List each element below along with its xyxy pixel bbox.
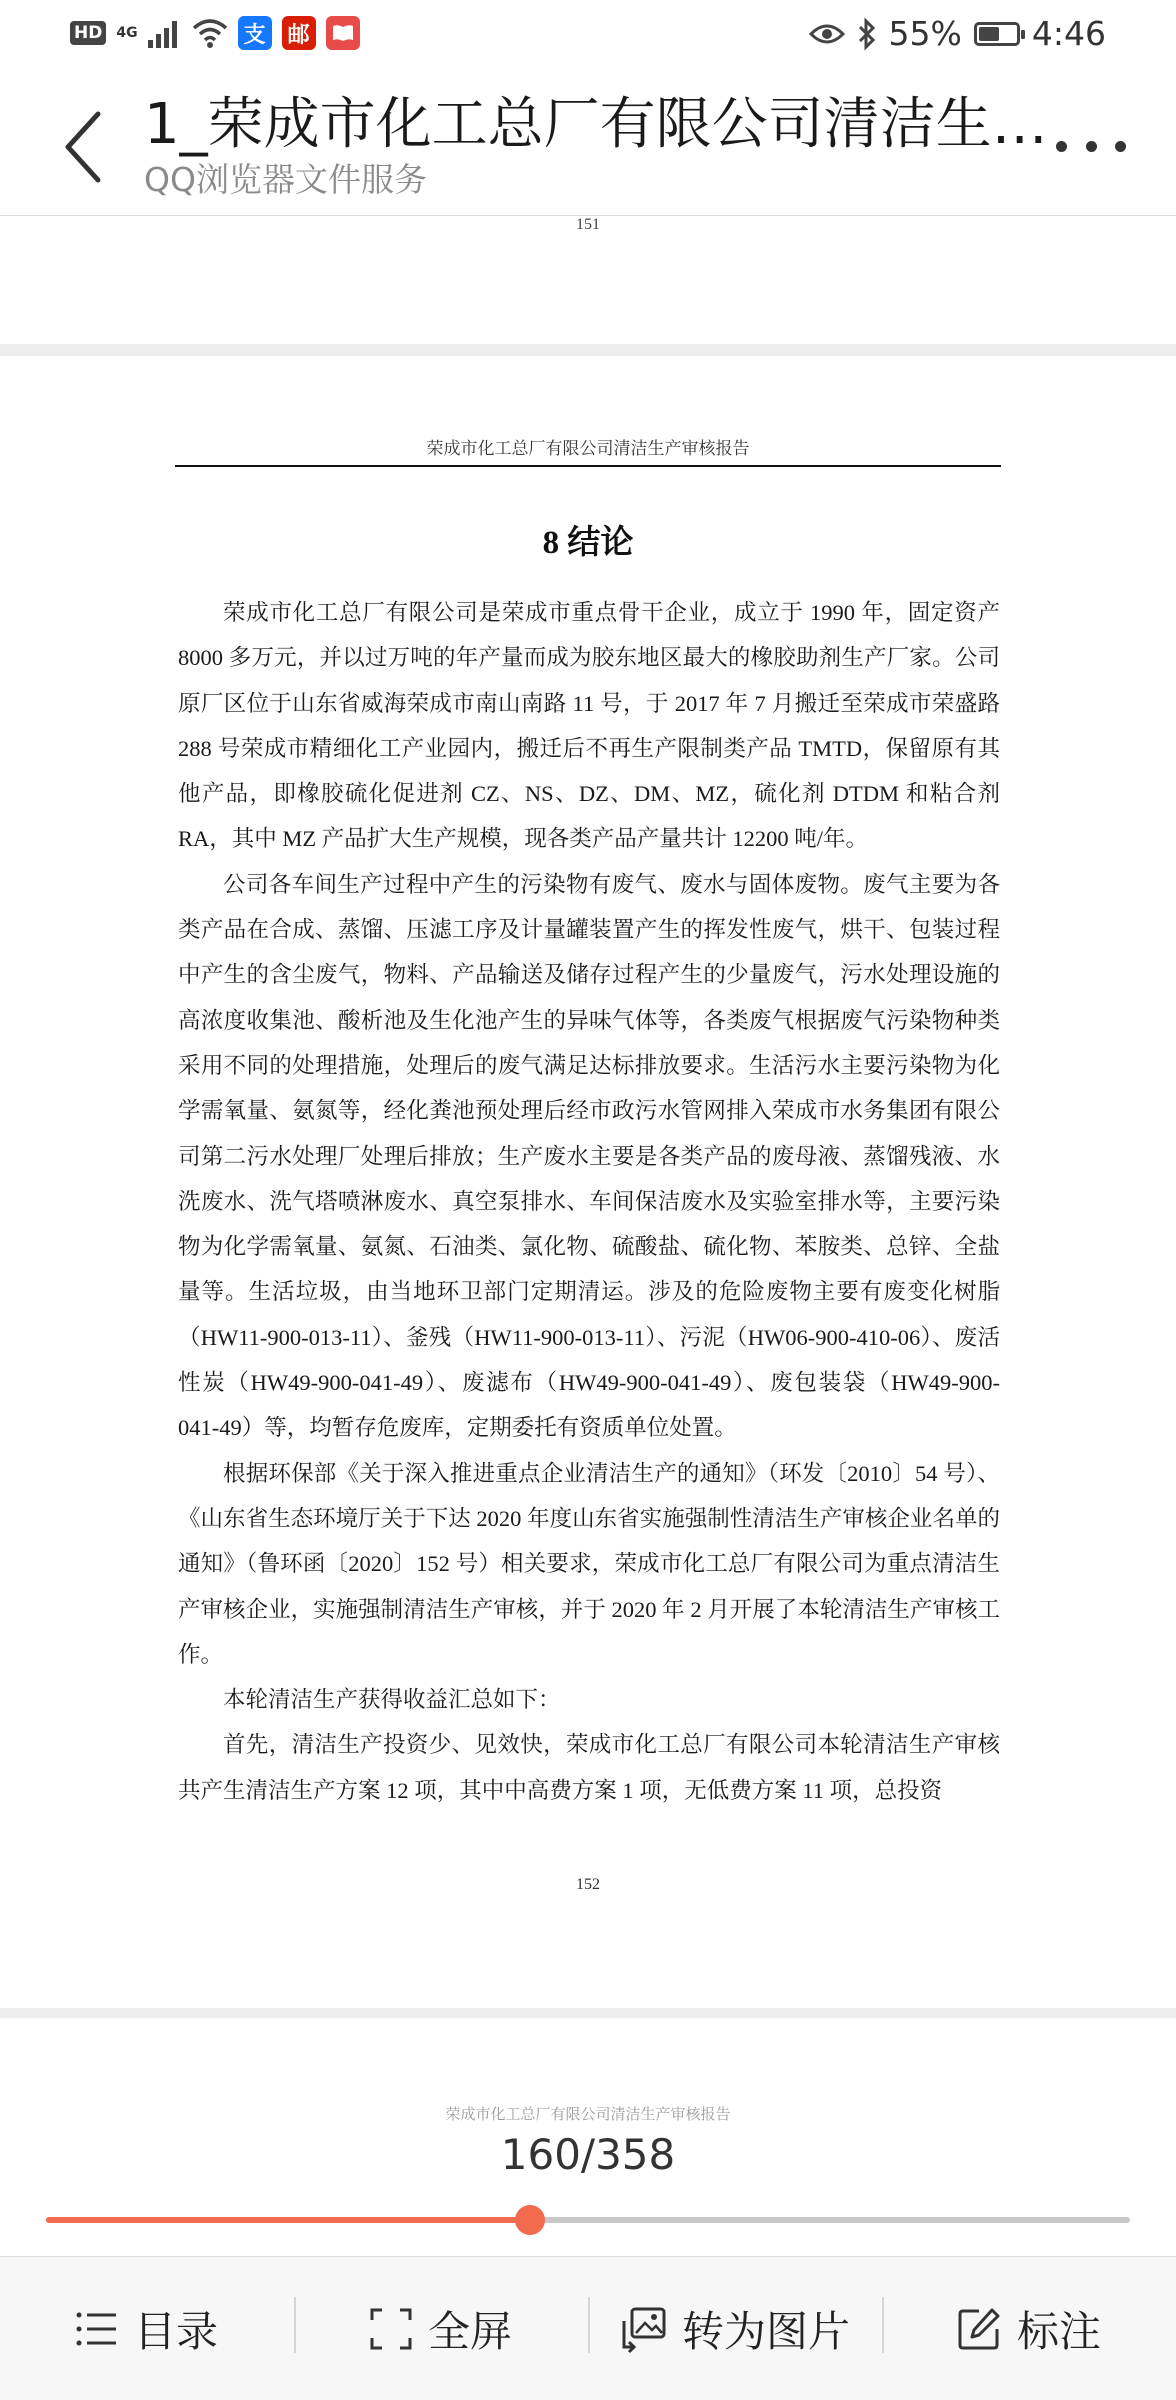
- post-icon: 邮: [282, 16, 316, 50]
- image-convert-icon: [620, 2307, 666, 2351]
- page-number: 152: [576, 1876, 600, 1893]
- network-type: 4G: [116, 25, 138, 41]
- status-left: [70, 16, 360, 50]
- back-arrow-icon: [56, 102, 116, 192]
- bluetooth-icon: [857, 18, 877, 50]
- next-running-header: 荣成市化工总厂有限公司清洁生产审核报告: [445, 2107, 731, 2123]
- book-icon: [326, 16, 360, 50]
- paragraph: 首先，清洁生产投资少、见效快，荣成市化工总厂有限公司本轮清洁生产审核共产生清洁生产方案 12 项，其中中高费方案 1 项，无低费方案 11 项，总投资: [178, 1732, 1000, 1803]
- page-body: [178, 590, 1000, 1813]
- chapter-title: 8 结论: [542, 525, 634, 561]
- edit-icon: [957, 2307, 1001, 2351]
- toc-label: 目录: [133, 2306, 218, 2356]
- document-title: 1_荣成市化工总厂有限公司清洁生…: [144, 92, 1048, 157]
- more-options-button[interactable]: [1056, 126, 1126, 166]
- paragraph: 荣成市化工总厂有限公司是荣成市重点骨干企业，成立于 1990 年，固定资产 8000 多万元，并以过万吨的年产量而成为胶东地区最大的橡胶助剂生产厂家。公司原厂区位于山东省威海荣成市南山南路 11 号，于 2017 年 7 月搬迁至荣成市荣盛路 288 号荣成市精细化工产业园内，搬迁后不再生产限制类产品 TMTD，保留原有其他产品，即橡胶硫化促进剂 CZ、NS、DZ、DM、MZ，硫化剂 DTDM 和粘合剂 RA，其中 MZ 产品扩大生产规模，现各类产品产量共计 12200 吨/年。: [178, 600, 1000, 852]
- status-right: [809, 14, 1106, 53]
- fullscreen-icon: [370, 2308, 412, 2350]
- alipay-icon: 支: [238, 16, 272, 50]
- list-icon: [76, 2311, 118, 2347]
- annotate-label: 标注: [1016, 2306, 1101, 2356]
- wifi-icon: [192, 18, 228, 48]
- paragraph: 本轮清洁生产获得收益汇总如下：: [223, 1687, 561, 1713]
- convert-to-image-button[interactable]: [588, 2257, 882, 2400]
- to-image-label: 转为图片: [681, 2306, 850, 2356]
- page-slider[interactable]: [46, 2202, 1130, 2238]
- fullscreen-button[interactable]: [294, 2257, 588, 2400]
- previous-page-number: 151: [576, 216, 600, 233]
- previous-page: [0, 216, 1176, 344]
- hd-indicator: HD: [70, 21, 106, 45]
- paragraph: 公司各车间生产过程中产生的污染物有废气、废水与固体废物。废气主要为各类产品在合成、蒸馏、压滤工序及计量罐装置产生的挥发性废气，烘干、包装过程中产生的含尘废气，物料、产品输送及储存过程产生的少量废气，污水处理设施的高浓度收集池、酸析池及生化池产生的异味气体等，各类废气根据废气污染物种类采用不同的处理措施，处理后的废气满足达标排放要求。生活污水主要污染物为化学需氧量、氨氮等，经化粪池预处理后经市政污水管网排入荣成市水务集团有限公司第二污水处理厂处理后排放；生产废水主要是各类产品的废母液、蒸馏残液、水洗废水、洗气塔喷淋废水、真空泵排水、车间保洁废水及实验室排水等，主要污染物为化学需氧量、氨氮、石油类、氯化物、硫酸盐、硫化物、苯胺类、总锌、全盐量等。生活垃圾，由当地环卫部门定期清运。涉及的危险废物主要有废变化树脂（HW11-900-013-11）、釜残（HW11-900-013-11）、污泥（HW06-900-410-06）、废活性炭（HW49-900-041-49）、废滤布（HW49-900-041-49）、废包装袋（HW49-900-041-49）等，均暂存危废库，定期委托有资质单位处置。: [178, 871, 1000, 1441]
- toc-button[interactable]: [0, 2257, 294, 2400]
- back-button[interactable]: [56, 102, 116, 192]
- page-indicator: 160/358: [500, 2130, 676, 2179]
- slider-progress: [46, 2217, 530, 2223]
- status-bar: [0, 0, 1176, 72]
- title-bar: [0, 72, 1176, 216]
- eye-icon: [809, 22, 845, 46]
- paragraph: 根据环保部《关于深入推进重点企业清洁生产的通知》（环发〔2010〕54 号）、《山东省生态环境厅关于下达 2020 年度山东省实施强制性清洁生产审核企业名单的通知》（鲁环函〔2020〕152 号）相关要求，荣成市化工总厂有限公司为重点清洁生产审核企业，实施强制清洁生产审核，并于 2020 年 2 月开展了本轮清洁生产审核工作。: [178, 1460, 1000, 1667]
- battery-icon: [974, 22, 1020, 46]
- document-source: QQ浏览器文件服务: [144, 160, 427, 199]
- more-dot-icon: [1086, 141, 1097, 152]
- clock: 4:46: [1031, 14, 1106, 53]
- more-dot-icon: [1056, 141, 1067, 152]
- fullscreen-label: 全屏: [427, 2306, 512, 2356]
- running-header: 荣成市化工总厂有限公司清洁生产审核报告: [175, 434, 1001, 467]
- signal-icon: [148, 18, 182, 48]
- bottom-toolbar: [0, 2256, 1176, 2400]
- document-page: [0, 356, 1176, 2008]
- annotate-button[interactable]: [882, 2257, 1176, 2400]
- more-dot-icon: [1115, 141, 1126, 152]
- battery-percent: 55%: [888, 14, 962, 53]
- slider-thumb[interactable]: [515, 2205, 545, 2235]
